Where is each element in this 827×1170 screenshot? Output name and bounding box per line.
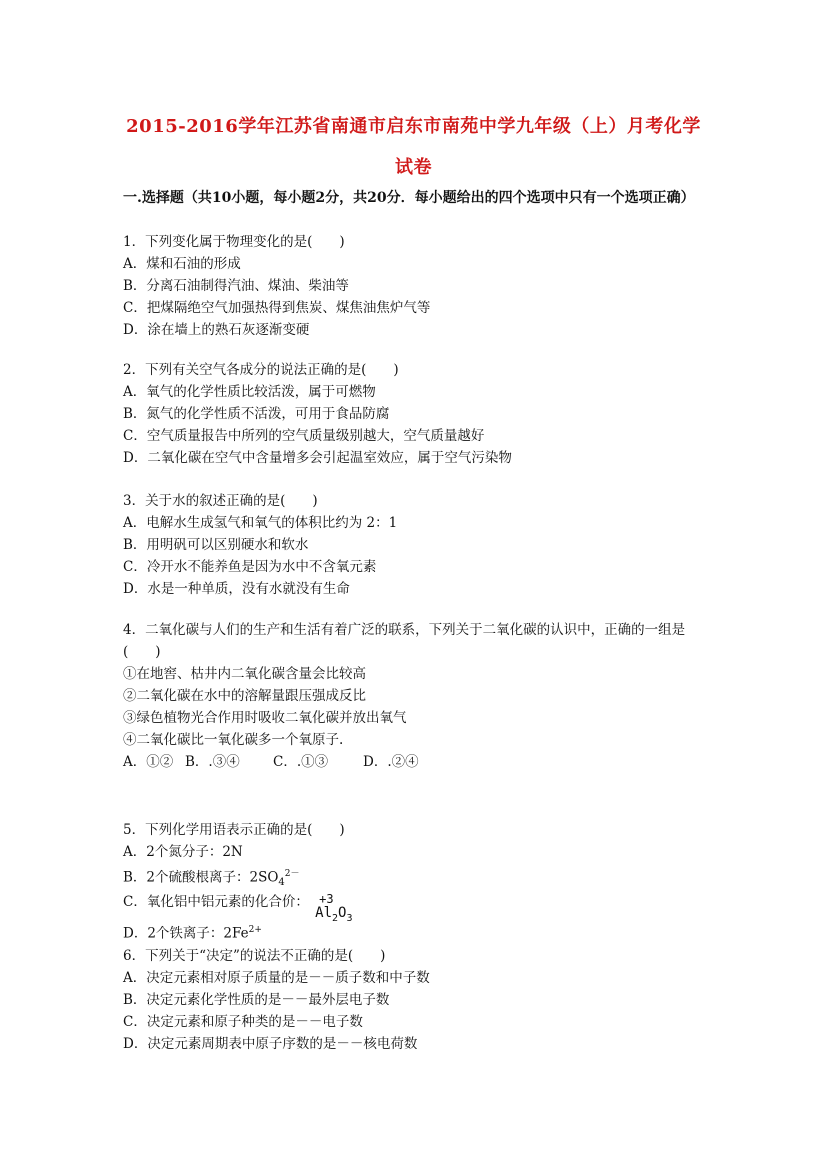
question-1-option-b: B．分离石油制得汽油、煤油、柴油等 <box>123 278 349 294</box>
question-1-option-a: A．煤和石油的形成 <box>123 256 241 272</box>
question-2-option-b: B．氮气的化学性质不活泼，可用于食品防腐 <box>123 406 390 422</box>
question-3 <box>123 490 723 600</box>
aluminum-valence: +3 <box>319 891 334 906</box>
question-5-option-b-subscript: 4 <box>278 877 285 889</box>
question-5-option-d <box>123 919 723 941</box>
question-4-statement-3: ③绿色植物光合作用时吸收二氧化碳并放出氧气 <box>123 710 407 726</box>
question-5-option-c-text: C．氧化铝中铝元素的化合价： <box>123 894 309 910</box>
question-2-option-c: C．空气质量报告中所列的空气质量级别越大，空气质量越好 <box>123 428 485 444</box>
question-2 <box>123 359 723 469</box>
question-5-stem: 5．下列化学用语表示正确的是( ) <box>123 822 345 838</box>
section-heading: 一.选择题（共10小题，每小题2分，共20分．每小题给出的四个选项中只有一个选项正确） <box>123 190 695 206</box>
aluminum-oxide-formula <box>313 888 365 924</box>
question-4-stem: 4．二氧化碳与人们的生产和生活有着广泛的联系，下列关于二氧化碳的认识中，正确的一组是( ) <box>123 622 686 660</box>
question-5 <box>123 819 723 941</box>
question-6-option-a: A．决定元素相对原子质量的是－－质子数和中子数 <box>123 970 430 986</box>
question-1-option-c: C．把煤隔绝空气加强热得到焦炭、煤焦油焦炉气等 <box>123 300 431 316</box>
question-1-stem: 1．下列变化属于物理变化的是( ) <box>123 234 345 250</box>
question-5-option-d-superscript: 2+ <box>248 925 262 935</box>
question-4-option-b: B．.③④ <box>185 754 240 770</box>
question-2-option-a: A．氧气的化学性质比较活泼，属于可燃物 <box>123 384 376 400</box>
question-4-statement-4: ④二氧化碳比一氧化碳多一个氧原子. <box>123 732 344 748</box>
question-6 <box>123 945 723 1055</box>
question-4-option-a: A．①② <box>123 754 174 770</box>
exam-title-line2: 试卷 <box>395 157 432 178</box>
question-4 <box>123 619 713 773</box>
question-4-option-c: C．.①③ <box>273 754 329 770</box>
question-6-option-c: C．决定元素和原子种类的是－－电子数 <box>123 1014 363 1030</box>
question-1 <box>123 231 723 341</box>
question-3-option-a: A．电解水生成氢气和氧气的体积比约为 2：1 <box>123 515 398 531</box>
question-5-option-a: A．2个氮分子：2N <box>123 844 243 860</box>
formula-o: O <box>338 904 347 921</box>
question-5-option-b-superscript: 2－ <box>284 869 300 879</box>
question-3-option-b: B．用明矾可以区别硬水和软水 <box>123 537 309 553</box>
question-2-option-d: D．二氧化碳在空气中含量增多会引起温室效应，属于空气污染物 <box>123 450 512 466</box>
question-1-option-d: D．涂在墙上的熟石灰逐渐变硬 <box>123 322 310 338</box>
question-4-options <box>123 751 713 773</box>
question-5-option-d-text: D．2个铁离子：2Fe <box>123 925 249 942</box>
question-5-option-c <box>123 885 723 924</box>
question-5-option-b-text: B．2个硫酸根离子：2SO <box>123 869 279 886</box>
question-6-option-b: B．决定元素化学性质的是－－最外层电子数 <box>123 992 390 1008</box>
formula-sub-2: 3 <box>346 912 353 924</box>
question-4-statement-1: ①在地窖、枯井内二氧化碳含量会比较高 <box>123 666 366 682</box>
question-3-option-c: C．冷开水不能养鱼是因为水中不含氧元素 <box>123 559 377 575</box>
question-2-stem: 2．下列有关空气各成分的说法正确的是( ) <box>123 362 399 378</box>
question-4-option-d: D．.②④ <box>363 754 419 770</box>
question-6-option-d: D．决定元素周期表中原子序数的是－－核电荷数 <box>123 1036 418 1052</box>
question-6-stem: 6．下列关于“决定”的说法不正确的是( ) <box>123 948 386 964</box>
question-5-option-b <box>123 863 723 889</box>
question-3-option-d: D．水是一种单质，没有水就没有生命 <box>123 581 350 597</box>
formula-al: Al <box>315 904 332 921</box>
exam-title-line1: 2015-2016学年江苏省南通市启东市南苑中学九年级（上）月考化学 <box>126 116 701 137</box>
formula-sub-1: 2 <box>332 912 339 924</box>
question-3-stem: 3．关于水的叙述正确的是( ) <box>123 493 318 509</box>
question-4-statement-2: ②二氧化碳在水中的溶解量跟压强成反比 <box>123 688 366 704</box>
